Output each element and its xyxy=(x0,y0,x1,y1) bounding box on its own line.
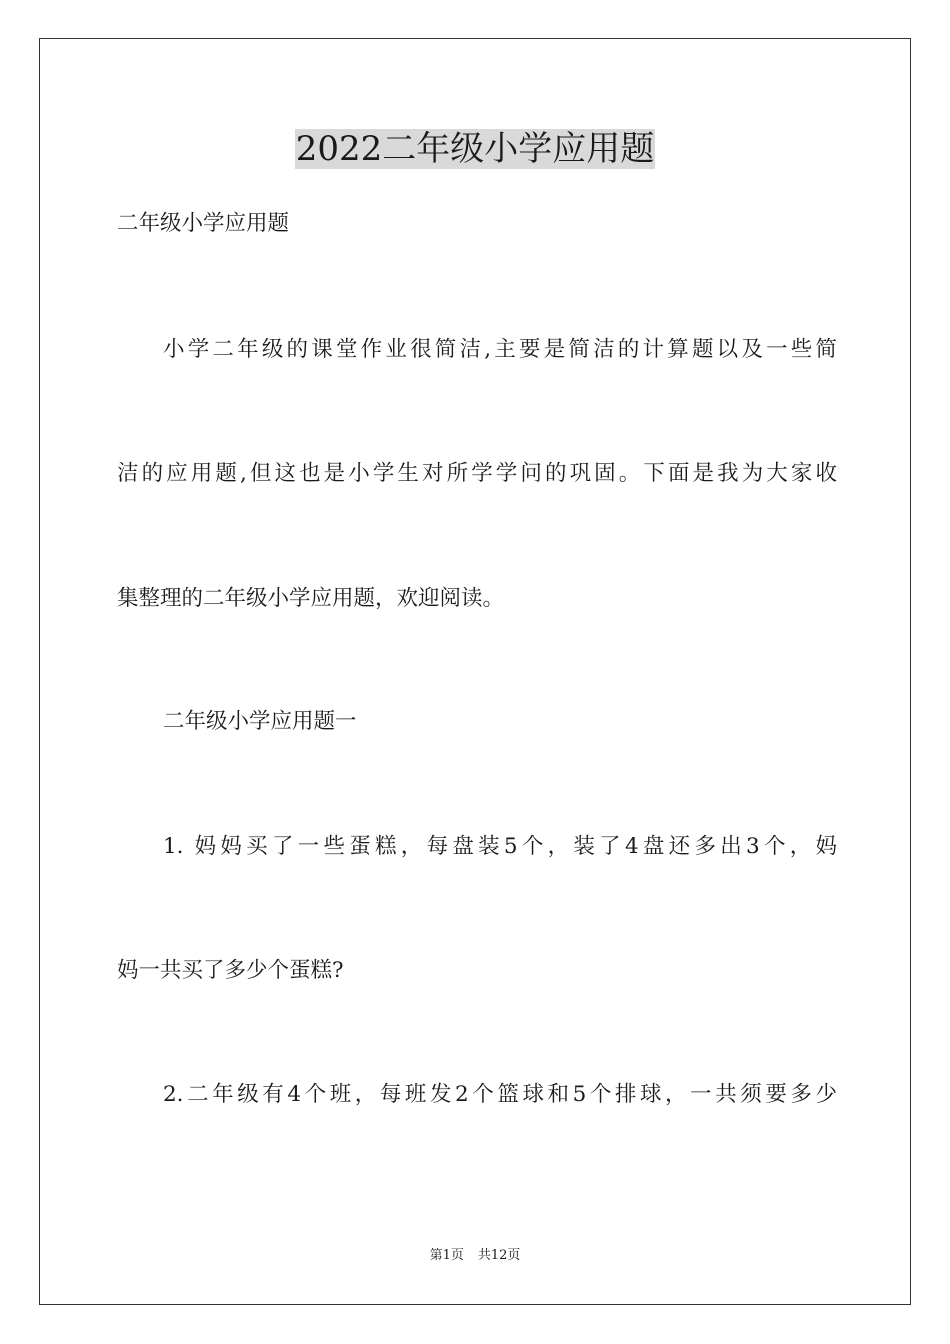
intro-paragraph-line-1: 小学二年级的课堂作业很简洁,主要是简洁的计算题以及一些简 xyxy=(163,337,837,362)
page-total: 共12页 xyxy=(477,1248,521,1263)
question-2-line-1: 2.二年级有4个班，每班发2个篮球和5个排球，一共须要多少 xyxy=(163,1082,837,1107)
document-subtitle: 二年级小学应用题 xyxy=(117,211,290,236)
question-1-line-1: 1. 妈妈买了一些蛋糕，每盘装5个，装了4盘还多出3个，妈 xyxy=(163,834,837,859)
page-footer xyxy=(0,1247,950,1265)
section-heading: 二年级小学应用题一 xyxy=(163,709,357,734)
intro-paragraph-line-2: 洁的应用题,但这也是小学生对所学学问的巩固。下面是我为大家收 xyxy=(117,461,837,486)
page-number: 第1页 xyxy=(429,1248,464,1263)
document-title xyxy=(0,126,950,172)
question-1-line-2: 妈一共买了多少个蛋糕? xyxy=(117,958,344,983)
intro-paragraph-line-3: 集整理的二年级小学应用题，欢迎阅读。 xyxy=(117,586,505,611)
document-title-text: 2022二年级小学应用题 xyxy=(295,129,655,169)
